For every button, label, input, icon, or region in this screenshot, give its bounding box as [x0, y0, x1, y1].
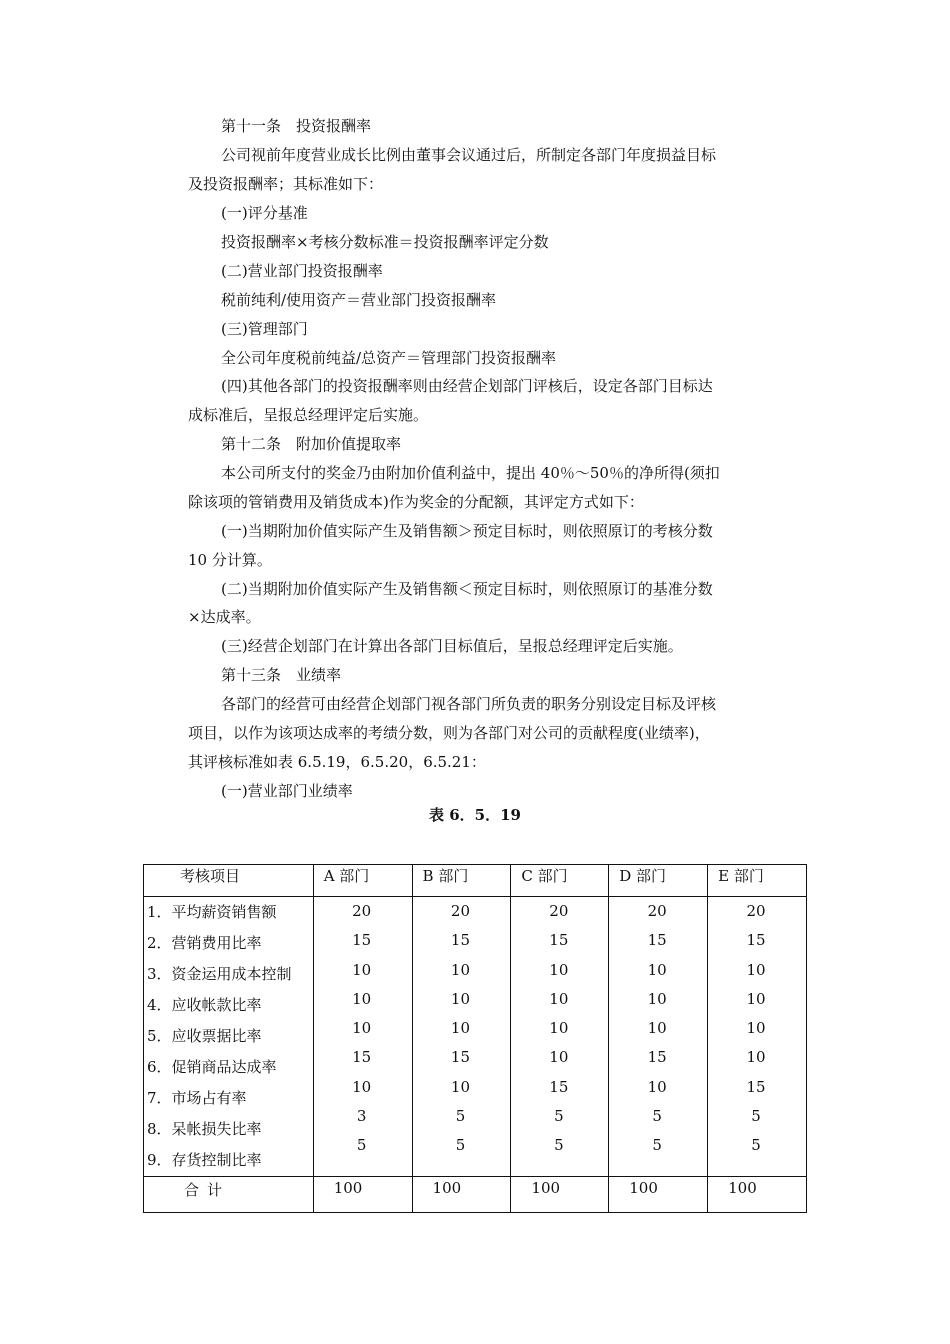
- header-cell: E 部门: [708, 865, 807, 897]
- score-value: 15: [549, 931, 569, 950]
- score-value: 3: [356, 1107, 367, 1126]
- score-value: 10: [647, 1019, 667, 1038]
- score-value: 5: [652, 1107, 662, 1126]
- item-label: 6．促销商品达成率: [147, 1058, 277, 1076]
- paragraph-line: 公司视前年度营业成长比例由董事会议通过后，所制定各部门年度损益目标: [221, 146, 717, 164]
- score-value: 5: [455, 1136, 466, 1155]
- score-value: 20: [549, 902, 569, 920]
- evaluation-table: [143, 864, 807, 1213]
- score-value: 10: [746, 1019, 766, 1038]
- item-label: 9．存货控制比率: [147, 1151, 262, 1169]
- score-value: 10: [450, 960, 471, 979]
- dept-d-column: [609, 897, 708, 1177]
- dept-c-column: [511, 897, 609, 1177]
- paragraph-line: 项目，以作为该项达成率的考绩分数，则为各部门对公司的贡献程度(业绩率)，: [188, 724, 710, 742]
- score-value: 10: [647, 960, 667, 979]
- paragraph-line: (二)当期附加价值实际产生及销售额＜预定目标时，则依照原订的基准分数: [221, 580, 713, 598]
- score-value: 10: [352, 989, 372, 1008]
- score-value: 10: [352, 960, 372, 979]
- score-value: 5: [751, 1107, 761, 1126]
- score-value: 10: [352, 1077, 372, 1096]
- score-value: 10: [352, 1019, 372, 1038]
- item-label: 4．应收帐款比率: [147, 996, 262, 1014]
- score-value: 15: [746, 931, 766, 950]
- score-value: 10: [549, 1048, 569, 1067]
- score-value: 5: [751, 1136, 761, 1155]
- table-total-row: [144, 1177, 807, 1213]
- score-value: 10: [549, 960, 569, 979]
- item-label: 3．资金运用成本控制: [147, 965, 292, 983]
- score-value: 10: [647, 1077, 667, 1096]
- paragraph-line: (一)当期附加价值实际产生及销售额＞预定目标时，则依照原订的考核分数: [221, 522, 713, 540]
- score-value: 20: [647, 902, 667, 920]
- total-label: 合计: [144, 1177, 314, 1213]
- paragraph-line: 全公司年度税前纯益/总资产＝管理部门投资报酬率: [221, 349, 557, 367]
- header-cell: D 部门: [609, 865, 708, 897]
- score-value: 10: [746, 960, 766, 979]
- item-label: 5．应收票据比率: [147, 1027, 262, 1045]
- score-value: 5: [554, 1107, 564, 1126]
- article-11-heading: 第十一条 投资报酬率: [221, 117, 372, 135]
- score-value: 10: [647, 989, 667, 1008]
- score-value: 5: [455, 1107, 466, 1126]
- header-cell: 考核项目: [144, 865, 314, 897]
- table-body-row: [144, 897, 807, 1177]
- score-value: 20: [352, 902, 372, 920]
- item-label: 2．营销费用比率: [147, 934, 262, 952]
- score-value: 5: [356, 1136, 367, 1155]
- paragraph-line: 及投资报酬率；其标准如下：: [188, 175, 384, 193]
- total-value: 100: [511, 1177, 609, 1213]
- score-value: 15: [450, 931, 471, 950]
- score-value: 15: [549, 1077, 569, 1096]
- total-value: 100: [313, 1177, 412, 1213]
- paragraph-line: 税前纯利/使用资产＝营业部门投资报酬率: [221, 291, 497, 309]
- article-13-heading: 第十三条 业绩率: [221, 666, 342, 684]
- score-value: 10: [450, 1077, 471, 1096]
- paragraph-line: 成标准后，呈报总经理评定后实施。: [188, 406, 429, 424]
- score-value: 15: [647, 1048, 667, 1067]
- score-value: 10: [450, 989, 471, 1008]
- score-value: 15: [352, 931, 372, 950]
- header-cell: B 部门: [412, 865, 511, 897]
- paragraph-line: 本公司所支付的奖金乃由附加价值利益中，提出 40％～50％的净所得(须扣: [221, 464, 720, 482]
- item-label: 1．平均薪资销售额: [147, 903, 277, 921]
- dept-b-column: [412, 897, 511, 1177]
- paragraph-line: 投资报酬率×考核分数标准＝投资报酬率评定分数: [221, 233, 549, 251]
- score-value: 10: [549, 989, 569, 1008]
- item-label: 8．呆帐损失比率: [147, 1120, 262, 1138]
- paragraph-line: (二)营业部门投资报酬率: [221, 262, 383, 280]
- paragraph-line: 10 分计算。: [188, 551, 272, 569]
- score-value: 5: [554, 1136, 564, 1155]
- total-value: 100: [708, 1177, 807, 1213]
- score-value: 15: [352, 1048, 372, 1067]
- paragraph-line: 其评核标准如表 6.5.19，6.5.20，6.5.21：: [188, 753, 486, 771]
- article-12-heading: 第十二条 附加价值提取率: [221, 435, 402, 453]
- header-cell: C 部门: [511, 865, 609, 897]
- score-value: 20: [746, 902, 766, 920]
- paragraph-line: (一)评分基准: [221, 204, 308, 222]
- total-value: 100: [412, 1177, 511, 1213]
- paragraph-line: (四)其他各部门的投资报酬率则由经营企划部门评核后，设定各部门目标达: [221, 377, 713, 395]
- score-value: 15: [647, 931, 667, 950]
- paragraph-line: (一)营业部门业绩率: [221, 782, 353, 800]
- score-value: 10: [549, 1019, 569, 1038]
- header-cell: A 部门: [313, 865, 412, 897]
- paragraph-line: 各部门的经营可由经营企划部门视各部门所负责的职务分别设定目标及评核: [221, 695, 717, 713]
- score-value: 10: [746, 1048, 766, 1067]
- dept-e-column: [708, 897, 807, 1177]
- score-value: 20: [450, 902, 471, 920]
- paragraph-line: ×达成率。: [188, 608, 261, 626]
- paragraph-line: (三)管理部门: [221, 320, 308, 338]
- table-header-row: [144, 865, 807, 897]
- total-value: 100: [609, 1177, 708, 1213]
- score-value: 15: [746, 1077, 766, 1096]
- paragraph-line: (三)经营企划部门在计算出各部门目标值后，呈报总经理评定后实施。: [221, 637, 683, 655]
- paragraph-line: 除该项的管销费用及销货成本)作为奖金的分配额，其评定方式如下：: [188, 493, 644, 511]
- score-value: 5: [652, 1136, 662, 1155]
- score-value: 10: [450, 1019, 471, 1038]
- score-value: 15: [450, 1048, 471, 1067]
- table-title: 表 6．5．19: [429, 806, 521, 824]
- dept-a-column: [313, 897, 412, 1177]
- item-column: [144, 897, 314, 1177]
- score-value: 10: [746, 989, 766, 1008]
- item-label: 7．市场占有率: [147, 1089, 247, 1107]
